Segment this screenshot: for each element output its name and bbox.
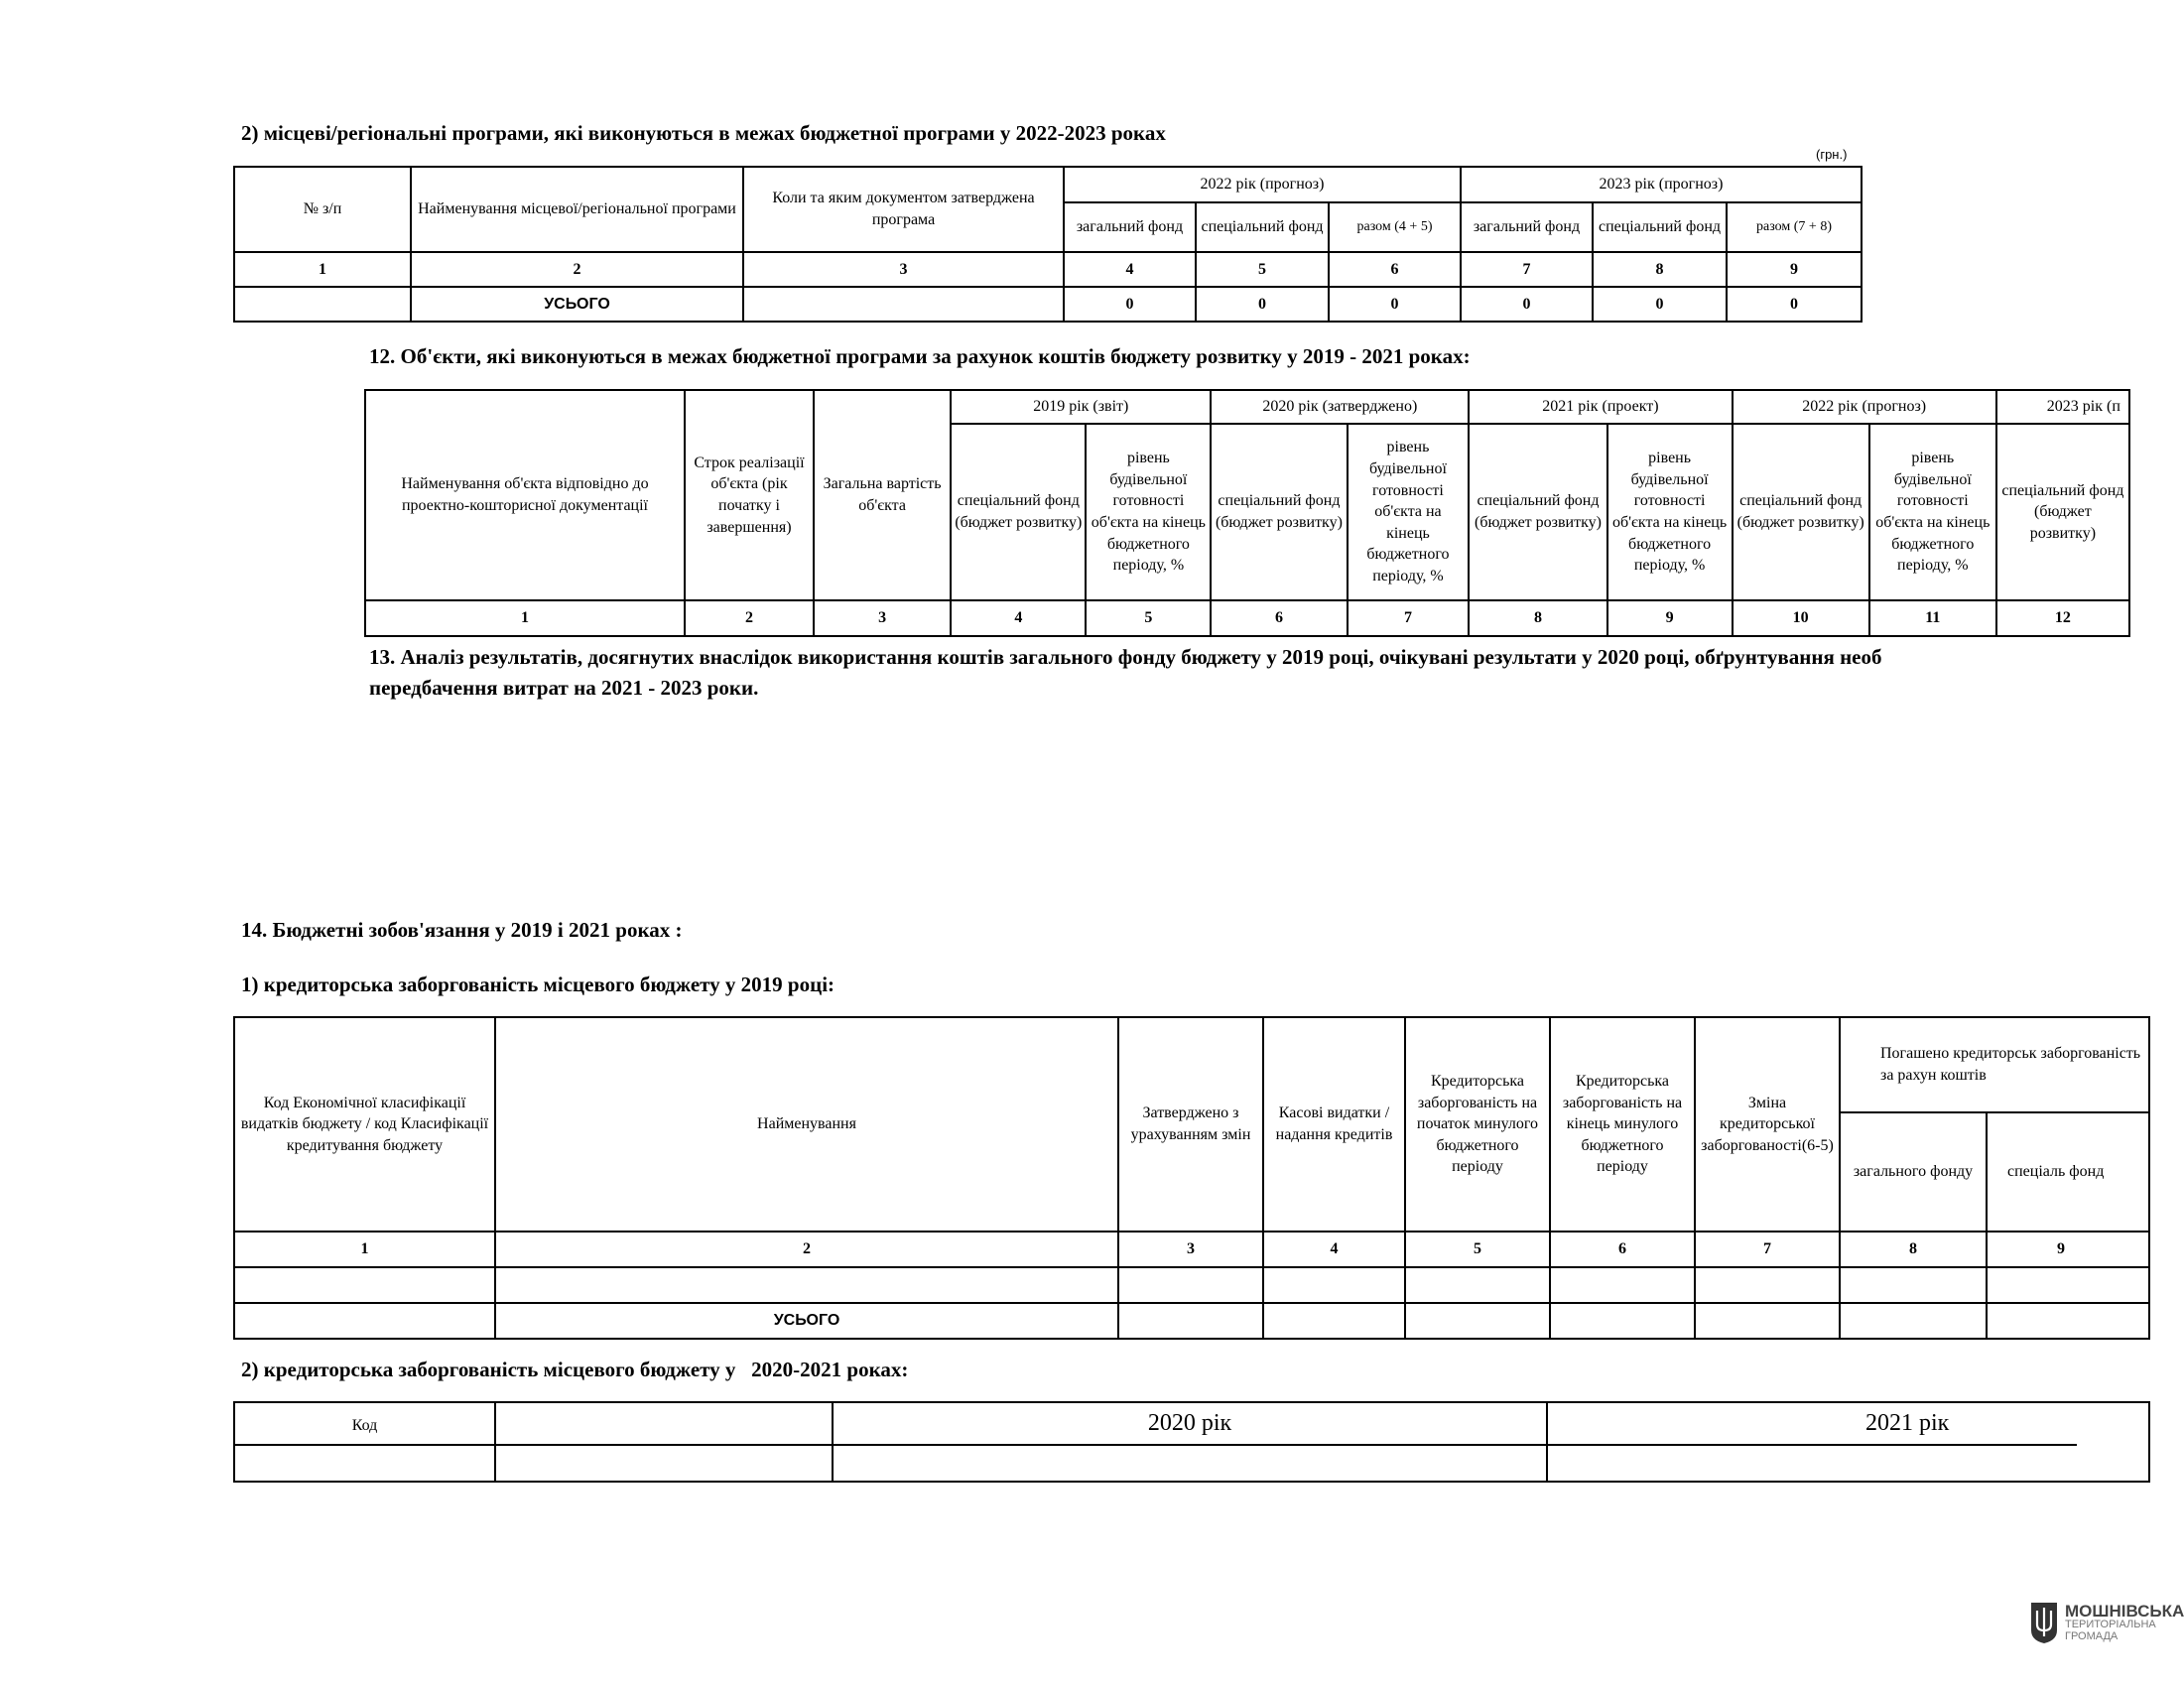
special-dev-fund-header: спеціальний фонд (бюджет розвитку) (1211, 424, 1347, 600)
total-value: 0 (1064, 287, 1196, 322)
community-logo (2029, 1601, 2184, 1644)
empty-cell (234, 1303, 495, 1339)
section-2-heading: 2) місцеві/регіональні програми, які виконуються в межах бюджетної програми у 2022-2023 роках (241, 121, 1166, 145)
empty-cell (1550, 1303, 1695, 1339)
section-14-sub2-heading: 2) кредиторська заборгованість місцевого бюджету у 2020-2021 роках: (241, 1358, 909, 1381)
col-number: 9 (1987, 1232, 2149, 1267)
col-name-header: Найменування (495, 1017, 1118, 1232)
total-row-empty (234, 287, 411, 322)
section-13-heading-line1: 13. Аналіз результатів, досягнутих внаслідок використання коштів загального фонду бюджету у 2019 році, очікувані результати у 2020 році, обґрунтування необ (369, 645, 1882, 669)
general-fund-2023-header: загальний фонд (1461, 202, 1593, 252)
logo-line2: ТЕРИТОРІАЛЬНА (2065, 1618, 2156, 1630)
empty-cell (1840, 1267, 1987, 1303)
total-value: 0 (1329, 287, 1461, 322)
col-number: 3 (1118, 1232, 1263, 1267)
col-name-header (495, 1402, 833, 1482)
year-2023-header: 2023 рік (прогноз) (1461, 167, 1862, 202)
empty-cell (495, 1267, 1118, 1303)
empty-cell (1550, 1267, 1695, 1303)
col-number: 1 (234, 1232, 495, 1267)
year-header: 2019 рік (звіт) (951, 390, 1211, 424)
column-numbers-row (365, 600, 2129, 636)
col-number: 4 (1064, 252, 1196, 287)
empty-cell (1118, 1267, 1263, 1303)
col-number: 5 (1196, 252, 1329, 287)
col-number: 7 (1461, 252, 1593, 287)
empty-cell (1695, 1267, 1840, 1303)
col-number: 8 (1593, 252, 1727, 287)
total-value: 0 (1196, 287, 1329, 322)
trident-icon (2029, 1601, 2059, 1644)
section-14-heading: 14. Бюджетні зобов'язання у 2019 і 2021 роках : (241, 918, 683, 942)
col-object-name-header: Найменування об'єкта відповідно до проектно-кошторисної документації (365, 390, 685, 600)
col-term-header: Строк реалізації об'єкта (рік початку і завершення) (685, 390, 814, 600)
col-number: 2 (685, 600, 814, 636)
objects-table (364, 389, 2130, 637)
col-repaid-header: Погашено кредиторськ заборгованість за рахун коштів (1840, 1017, 2149, 1112)
col-number: 2 (495, 1232, 1118, 1267)
total-value: 0 (1593, 287, 1727, 322)
year-2022-header: 2022 рік (прогноз) (1064, 167, 1461, 202)
currency-unit: (грн.) (1816, 147, 1848, 162)
special-dev-fund-header: спеціальний фонд (бюджет розвитку) (1733, 424, 1869, 600)
col-number: 10 (1733, 600, 1869, 636)
col-number: 3 (814, 600, 951, 636)
total-label: УСЬОГО (495, 1303, 1118, 1339)
year-2020-header: 2020 рік (833, 1402, 1547, 1482)
col-repaid-general-header: загального фонду (1840, 1112, 1987, 1232)
empty-cell (1987, 1267, 2149, 1303)
col-number: 7 (1348, 600, 1470, 636)
year-header: 2021 рік (проект) (1469, 390, 1732, 424)
logo-name: МОШНІВСЬКА (2065, 1601, 2184, 1621)
col-number: 6 (1329, 252, 1461, 287)
col-number: 4 (951, 600, 1086, 636)
special-fund-2022-header: спеціальний фонд (1196, 202, 1329, 252)
col-approved-header: Затверджено з урахуванням змін (1118, 1017, 1263, 1232)
col-number: 2 (411, 252, 743, 287)
year-header: 2023 рік (п (1996, 390, 2129, 424)
total-2022-header: разом (4 + 5) (1329, 202, 1461, 252)
col-number: 6 (1211, 600, 1347, 636)
col-code-header: Код Економічної класифікації видатків бюджету / код Класифікації кредитування бюджету (234, 1017, 495, 1232)
year-2021-header: 2021 рік (1547, 1402, 2149, 1482)
col-cash-header: Касові видатки / надання кредитів (1263, 1017, 1405, 1232)
empty-row (234, 1267, 2149, 1303)
col-document-header: Коли та яким документом затверджена програма (743, 167, 1064, 252)
col-number: 7 (1695, 1232, 1840, 1267)
col-number: 9 (1727, 252, 1862, 287)
col-debt-start-header: Кредиторська заборгованість на початок минулого бюджетного періоду (1405, 1017, 1550, 1232)
col-no-header: № з/п (234, 167, 411, 252)
creditor-debt-2019-table (233, 1016, 2150, 1340)
total-value: 0 (1461, 287, 1593, 322)
year-header: 2022 рік (прогноз) (1733, 390, 1996, 424)
total-label: УСЬОГО (411, 287, 743, 322)
programs-table (233, 166, 1863, 323)
readiness-header: рівень будівельної готовності об'єкта на кінець бюджетного періоду, % (1869, 424, 1996, 600)
year-header: 2020 рік (затверджено) (1211, 390, 1469, 424)
empty-cell (1695, 1303, 1840, 1339)
total-2023-header: разом (7 + 8) (1727, 202, 1862, 252)
col-number: 8 (1840, 1232, 1987, 1267)
objects-table-wrap (364, 389, 2124, 637)
col-number: 1 (365, 600, 685, 636)
readiness-header: рівень будівельної готовності об'єкта на кінець бюджетного періоду, % (1086, 424, 1211, 600)
section-13-heading-line2: передбачення витрат на 2021 - 2023 роки. (369, 676, 759, 700)
empty-cell (1987, 1303, 2149, 1339)
col-number: 11 (1869, 600, 1996, 636)
col-total-cost-header: Загальна вартість об'єкта (814, 390, 951, 600)
empty-cell (1405, 1267, 1550, 1303)
programs-table-wrap (233, 166, 1861, 323)
logo-line3: ГРОМАДА (2065, 1629, 2119, 1642)
col-number: 1 (234, 252, 411, 287)
col-repaid-special-header: спеціаль фонд (1987, 1112, 2149, 1232)
creditor-debt-2019-table-wrap (233, 1016, 2141, 1340)
empty-cell (1118, 1303, 1263, 1339)
column-numbers-row (234, 252, 1862, 287)
col-number: 9 (1607, 600, 1733, 636)
section-12-heading: 12. Об'єкти, які виконуються в межах бюджетної програми за рахунок коштів бюджету розвитку у 2019 - 2021 роках: (369, 344, 1471, 368)
total-row (234, 287, 1862, 322)
empty-cell (1263, 1303, 1405, 1339)
col-number: 12 (1996, 600, 2129, 636)
special-dev-fund-header: спеціальний фонд (бюджет розвитку) (1469, 424, 1606, 600)
col-change-header: Зміна кредиторської заборгованості(6-5) (1695, 1017, 1840, 1232)
col-debt-end-header: Кредиторська заборгованість на кінець минулого бюджетного періоду (1550, 1017, 1695, 1232)
col-number: 3 (743, 252, 1064, 287)
col-number: 4 (1263, 1232, 1405, 1267)
section-14-sub1-heading: 1) кредиторська заборгованість місцевого бюджету у 2019 році: (241, 973, 835, 996)
readiness-header: рівень будівельної готовності об'єкта на кінець бюджетного періоду, % (1607, 424, 1733, 600)
empty-cell (1840, 1303, 1987, 1339)
total-row-empty (743, 287, 1064, 322)
special-fund-2023-header: спеціальний фонд (1593, 202, 1727, 252)
col-number: 6 (1550, 1232, 1695, 1267)
special-dev-fund-header: спеціальний фонд (бюджет розвитку) (1996, 424, 2129, 600)
readiness-header: рівень будівельної готовності об'єкта на кінець бюджетного періоду, % (1348, 424, 1470, 600)
creditor-debt-2020-2021-table-wrap (233, 1401, 2077, 1446)
column-numbers-row (234, 1232, 2149, 1267)
col-code-header: Код (234, 1402, 495, 1482)
creditor-debt-2020-2021-table (233, 1401, 2150, 1483)
col-number: 5 (1086, 600, 1211, 636)
total-value: 0 (1727, 287, 1862, 322)
col-number: 8 (1469, 600, 1606, 636)
general-fund-2022-header: загальний фонд (1064, 202, 1196, 252)
special-dev-fund-header: спеціальний фонд (бюджет розвитку) (951, 424, 1086, 600)
empty-cell (1405, 1303, 1550, 1339)
empty-cell (1263, 1267, 1405, 1303)
section-13-wrap (369, 645, 2077, 714)
col-program-name-header: Найменування місцевої/регіональної програми (411, 167, 743, 252)
col-number: 5 (1405, 1232, 1550, 1267)
total-row (234, 1303, 2149, 1339)
empty-cell (234, 1267, 495, 1303)
